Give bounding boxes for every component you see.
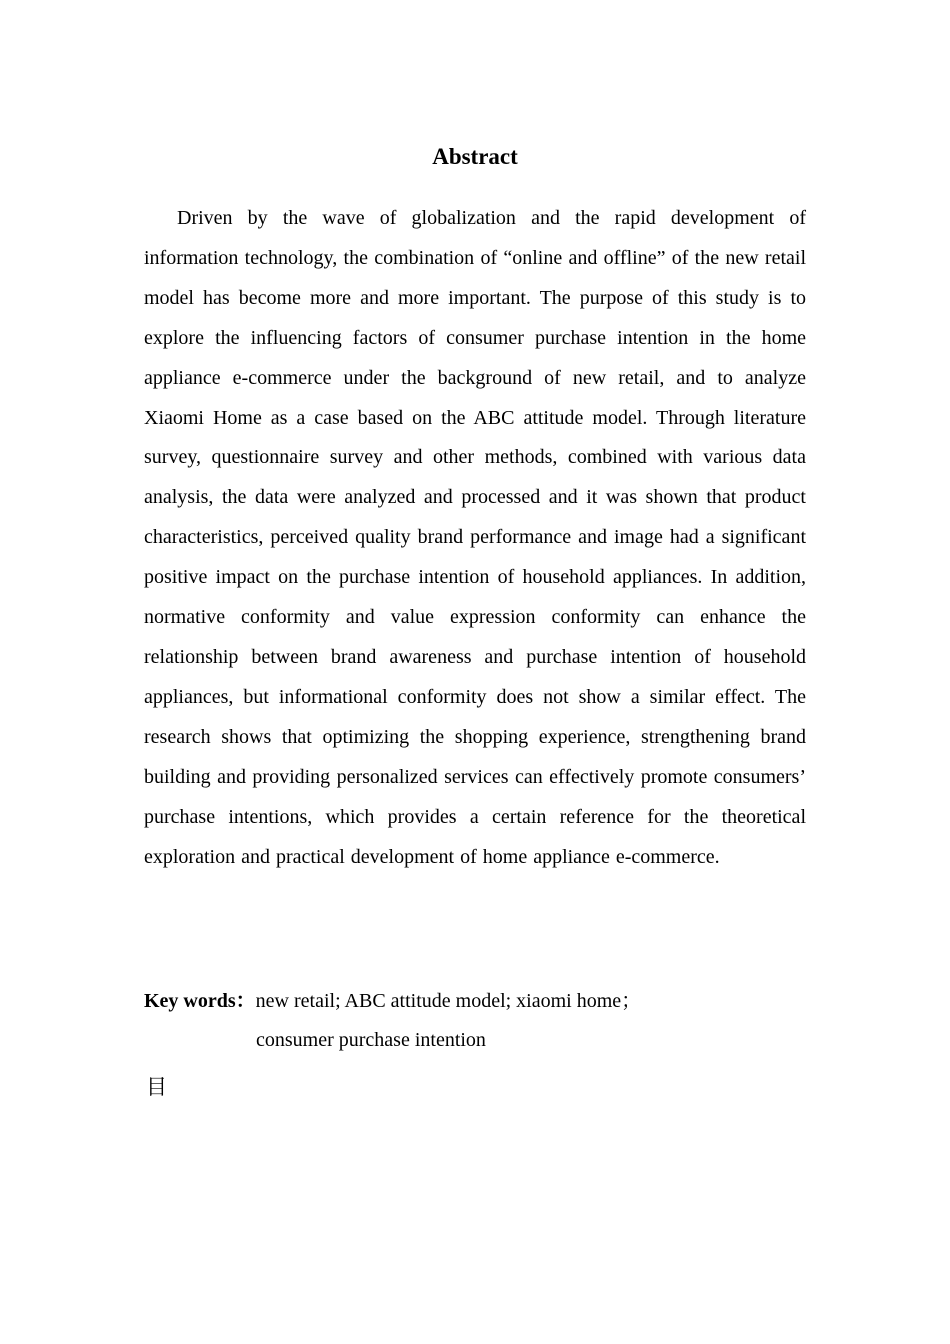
keywords-line-2: consumer purchase intention xyxy=(256,1029,486,1051)
keywords-label: Key words： xyxy=(144,990,256,1012)
keywords-block xyxy=(144,982,806,1060)
abstract-title: Abstract xyxy=(432,144,518,169)
abstract-body: Driven by the wave of globalization and the rapid development of information technology, the combination of “online and offline” of the new retail model has become more and more important. The purpose of this study is to explore the influencing factors of consumer purchase intention in the home appliance e-commerce under the background of new retail, and to analyze Xiaomi Home as a case based on the ABC attitude model. Through literature survey, questionnaire survey and other methods, combined with various data analysis, the data were analyzed and processed and it was shown that product characteristics, perceived quality brand performance and image had a significant positive impact on the purchase intention of household appliances. In addition, normative conformity and value expression conformity can enhance the relationship between brand awareness and purchase intention of household appliances, but informational conformity does not show a similar effect. The research shows that optimizing the shopping experience, strengthening brand building and providing personalized services can effectively promote consumers’ purchase intentions, which provides a certain reference for the theoretical exploration and practical development of home appliance e-commerce. xyxy=(144,207,806,868)
keywords-line-1: new retail; ABC attitude model; xiaomi home； xyxy=(255,990,642,1012)
table-of-contents-heading-fragment: 目 xyxy=(146,1075,167,1099)
